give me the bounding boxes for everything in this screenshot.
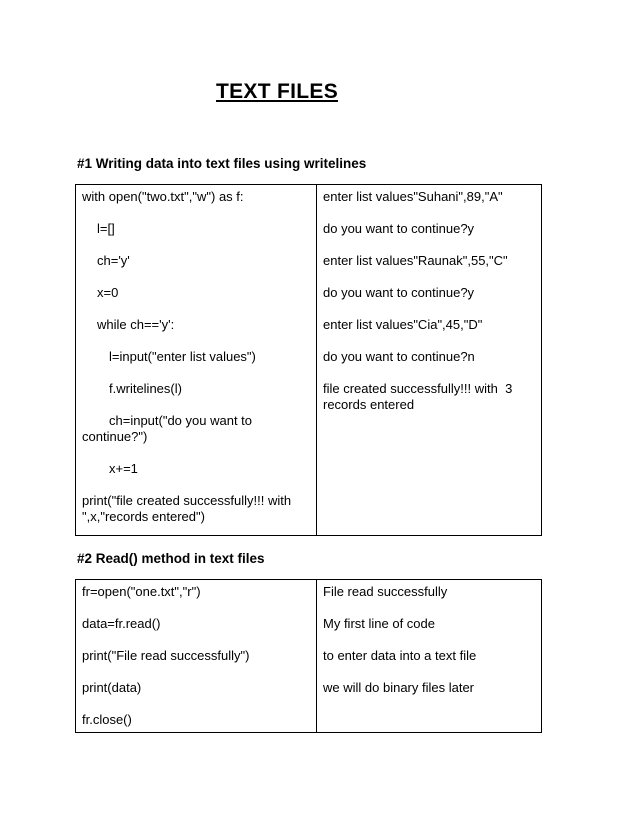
code-line: ",x,"records entered") <box>82 509 205 524</box>
output-line: enter list values"Cia",45,"D" <box>323 317 483 332</box>
section-1-table <box>75 184 542 536</box>
output-line: file created successfully!!! with 3 <box>323 381 513 396</box>
output-cell <box>317 185 542 536</box>
code-line: continue?") <box>82 429 148 444</box>
code-line: ch='y' <box>97 253 130 268</box>
code-line: x+=1 <box>109 461 138 476</box>
code-line: print("file created successfully!!! with <box>82 493 292 508</box>
code-line: with open("two.txt","w") as f: <box>82 189 244 204</box>
section-2-table <box>75 579 542 733</box>
output-line: do you want to continue?n <box>323 349 475 364</box>
code-line: while ch=='y': <box>97 317 175 332</box>
code-line: print("File read successfully") <box>82 648 250 663</box>
output-line: we will do binary files later <box>323 680 475 695</box>
output-line: records entered <box>323 397 415 412</box>
output-line: enter list values"Suhani",89,"A" <box>323 189 503 204</box>
section-2-heading: #2 Read() method in text files <box>77 551 265 566</box>
code-cell <box>76 185 317 536</box>
output-line: enter list values"Raunak",55,"C" <box>323 253 508 268</box>
output-line: to enter data into a text file <box>323 648 477 663</box>
output-line: do you want to continue?y <box>323 285 475 300</box>
code-line: fr.close() <box>82 712 132 727</box>
section-1-heading: #1 Writing data into text files using writelines <box>77 156 367 171</box>
output-line: do you want to continue?y <box>323 221 475 236</box>
code-line: l=[] <box>97 221 115 236</box>
code-line: data=fr.read() <box>82 616 161 631</box>
output-line: File read successfully <box>323 584 448 599</box>
page-title: TEXT FILES <box>216 80 339 103</box>
output-line: My first line of code <box>323 616 435 631</box>
code-line: print(data) <box>82 680 142 695</box>
code-line: f.writelines(l) <box>109 381 182 396</box>
output-cell <box>317 580 542 733</box>
code-line: x=0 <box>97 285 119 300</box>
code-cell <box>76 580 317 733</box>
code-line: l=input("enter list values") <box>109 349 256 364</box>
code-line: fr=open("one.txt","r") <box>82 584 201 599</box>
code-line: ch=input("do you want to <box>109 413 253 428</box>
